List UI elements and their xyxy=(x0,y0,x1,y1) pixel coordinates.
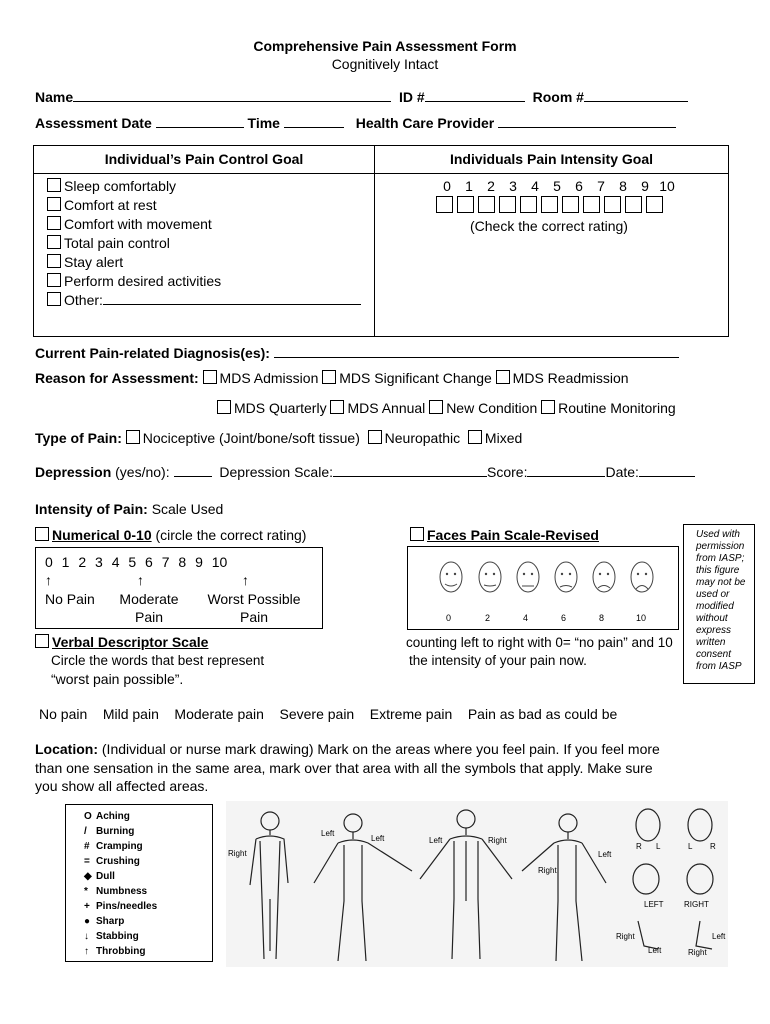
goal-item[interactable]: Comfort with movement xyxy=(47,215,361,234)
svg-text:RIGHT: RIGHT xyxy=(684,900,709,909)
svg-text:R: R xyxy=(636,842,642,851)
checkbox[interactable] xyxy=(330,400,344,414)
legend-item: ↑ Throbbing xyxy=(84,946,146,957)
checkbox[interactable] xyxy=(47,273,61,287)
arrow-up-icon: ↑ xyxy=(45,572,52,588)
checkbox[interactable] xyxy=(604,196,621,213)
diagnosis-row xyxy=(35,345,679,361)
provider-field[interactable] xyxy=(498,127,676,128)
checkbox[interactable] xyxy=(562,196,579,213)
score-field[interactable] xyxy=(527,476,605,477)
intensity-goal-checkboxes xyxy=(436,196,667,218)
checkbox[interactable] xyxy=(410,527,424,541)
goal-item[interactable]: Other: xyxy=(47,291,361,310)
other-field[interactable] xyxy=(103,304,361,305)
moderate-pain-label: Pain xyxy=(134,609,164,625)
svg-text:Left: Left xyxy=(712,932,726,941)
checkbox[interactable] xyxy=(322,370,336,384)
name-row xyxy=(35,89,688,105)
checkbox[interactable] xyxy=(47,216,61,230)
assessment-date-field[interactable] xyxy=(156,127,244,128)
checkbox[interactable] xyxy=(436,196,453,213)
svg-text:Left: Left xyxy=(598,850,612,859)
name-label: Name xyxy=(35,89,74,105)
svg-text:L: L xyxy=(656,842,661,851)
form-title: Comprehensive Pain Assessment Form xyxy=(253,38,517,54)
svg-text:Left: Left xyxy=(371,834,385,843)
arrow-up-icon: ↑ xyxy=(137,572,144,588)
svg-text:Right: Right xyxy=(228,849,247,858)
date-field[interactable] xyxy=(639,476,695,477)
checkbox[interactable] xyxy=(468,430,482,444)
checkbox[interactable] xyxy=(625,196,642,213)
checkbox[interactable] xyxy=(496,370,510,384)
checkbox[interactable] xyxy=(541,400,555,414)
legend-item: O Aching xyxy=(84,811,130,822)
location-line-2: than one sensation in the same area, mark over that area with all the symbols that apply. Make sure xyxy=(35,760,653,776)
checkbox[interactable] xyxy=(126,430,140,444)
intensity-goal-note: (Check the correct rating) xyxy=(470,218,628,234)
location-line-3: you show all affected areas. xyxy=(35,778,209,794)
verbal-option[interactable]: Pain as bad as could be xyxy=(467,706,618,722)
room-field[interactable] xyxy=(584,101,688,102)
legend-item: = Crushing xyxy=(84,856,140,867)
id-label: ID # xyxy=(399,89,425,105)
checkbox[interactable] xyxy=(203,370,217,384)
legend-item: # Cramping xyxy=(84,841,143,852)
svg-text:LEFT: LEFT xyxy=(644,900,664,909)
id-field[interactable] xyxy=(425,101,525,102)
depression-field[interactable] xyxy=(174,476,212,477)
checkbox[interactable] xyxy=(429,400,443,414)
svg-text:Left: Left xyxy=(321,829,335,838)
checkbox[interactable] xyxy=(368,430,382,444)
checkbox[interactable] xyxy=(217,400,231,414)
body-diagram[interactable] xyxy=(226,801,728,967)
numerical-numbers[interactable]: 0 1 2 3 4 5 6 7 8 9 10 xyxy=(45,554,228,570)
checkbox[interactable] xyxy=(47,235,61,249)
checkbox[interactable] xyxy=(35,527,49,541)
assessment-date-label: Assessment Date xyxy=(35,115,152,131)
location-line-1: Location: (Individual or nurse mark drawing) Mark on the areas where you feel pain. If you feel more xyxy=(35,741,660,757)
permission-note: Used with permission from IASP; this figure may not be used or modified without express written consent from IASP xyxy=(683,524,755,684)
depression-scale-field[interactable] xyxy=(333,476,487,477)
checkbox[interactable] xyxy=(47,178,61,192)
checkbox[interactable] xyxy=(47,292,61,306)
reason-row-1: Reason for Assessment: MDS Admission MDS Significant Change MDS Readmission xyxy=(35,370,629,386)
svg-text:Left: Left xyxy=(429,836,443,845)
verbal-option[interactable]: Extreme pain xyxy=(369,706,453,722)
svg-text:L: L xyxy=(688,842,693,851)
legend-item: ◆ Dull xyxy=(84,871,115,882)
verbal-line-1: Circle the words that best represent xyxy=(51,653,265,668)
diagnosis-label: Current Pain-related Diagnosis(es): xyxy=(35,345,270,361)
goal-item[interactable]: Comfort at rest xyxy=(47,196,361,215)
intensity-row: Intensity of Pain: Scale Used xyxy=(35,501,224,517)
checkbox[interactable] xyxy=(478,196,495,213)
worst-pain-label: Pain xyxy=(239,609,269,625)
body-diagram-drawing xyxy=(226,801,728,967)
verbal-scale-title: Verbal Descriptor Scale xyxy=(35,634,208,650)
intensity-goal-numbers: 0 1 2 3 4 5 6 7 8 9 10 xyxy=(443,178,675,194)
diagnosis-field[interactable] xyxy=(274,357,679,358)
pain-symbol-legend xyxy=(65,804,213,962)
verbal-option[interactable]: No pain xyxy=(39,706,88,722)
goal-item[interactable]: Sleep comfortably xyxy=(47,177,361,196)
name-field[interactable] xyxy=(73,101,391,102)
goal-item[interactable]: Total pain control xyxy=(47,234,361,253)
legend-item: ↓ Stabbing xyxy=(84,931,139,942)
svg-text:Right: Right xyxy=(538,866,557,875)
verbal-option[interactable]: Mild pain xyxy=(102,706,159,722)
goal-item[interactable]: Perform desired activities xyxy=(47,272,361,291)
reason-label: Reason for Assessment: xyxy=(35,370,199,386)
svg-text:Left: Left xyxy=(648,946,662,955)
checkbox[interactable] xyxy=(47,254,61,268)
faces-note-1: counting left to right with 0= “no pain” and 10 xyxy=(406,635,673,650)
checkbox[interactable] xyxy=(520,196,537,213)
svg-text:Right: Right xyxy=(688,948,707,957)
legend-item: / Burning xyxy=(84,826,135,837)
goal-table xyxy=(33,145,729,337)
reason-row-2: MDS Quarterly MDS Annual New Condition Routine Monitoring xyxy=(217,400,676,416)
checkbox[interactable] xyxy=(646,196,663,213)
numerical-scale xyxy=(35,547,323,629)
goal-list xyxy=(47,177,361,310)
svg-text:Right: Right xyxy=(616,932,635,941)
verbal-words xyxy=(39,706,617,722)
verbal-option[interactable]: Severe pain xyxy=(279,706,355,722)
type-of-pain-row: Type of Pain: Nociceptive (Joint/bone/soft tissue) Neuropathic Mixed xyxy=(35,430,523,446)
provider-label: Health Care Provider xyxy=(355,115,495,131)
time-field[interactable] xyxy=(284,127,344,128)
svg-text:R: R xyxy=(710,842,716,851)
goal-header: Individual’s Pain Control Goal xyxy=(34,146,374,174)
moderate-label: Moderate xyxy=(119,591,179,607)
time-label: Time xyxy=(247,115,280,131)
legend-item: ● Sharp xyxy=(84,916,125,927)
checkbox[interactable] xyxy=(457,196,474,213)
intensity-goal-header: Individuals Pain Intensity Goal xyxy=(375,146,728,174)
room-label: Room # xyxy=(532,89,584,105)
checkbox[interactable] xyxy=(499,196,516,213)
no-pain-label: No Pain xyxy=(45,591,95,607)
svg-text:Right: Right xyxy=(488,836,507,845)
checkbox[interactable] xyxy=(47,197,61,211)
checkbox[interactable] xyxy=(583,196,600,213)
assessment-row xyxy=(35,115,676,131)
legend-item: * Numbness xyxy=(84,886,148,897)
legend-item: + Pins/needles xyxy=(84,901,158,912)
numerical-scale-title: Numerical 0-10 (circle the correct rating) xyxy=(35,527,306,543)
goal-item[interactable]: Stay alert xyxy=(47,253,361,272)
arrow-up-icon: ↑ xyxy=(242,572,249,588)
verbal-option[interactable]: Moderate pain xyxy=(174,706,264,722)
form-subtitle: Cognitively Intact xyxy=(331,56,439,72)
worst-label: Worst Possible xyxy=(207,591,301,607)
verbal-line-2: “worst pain possible”. xyxy=(51,671,184,687)
depression-row: Depression (yes/no): Depression Scale: Score: Date: xyxy=(35,464,695,480)
type-of-pain-label: Type of Pain: xyxy=(35,430,122,446)
faces-scale: 0 2 4 6 8 10 xyxy=(407,546,679,630)
checkbox[interactable] xyxy=(541,196,558,213)
faces-note-2: the intensity of your pain now. xyxy=(409,653,587,668)
checkbox[interactable] xyxy=(35,634,49,648)
faces-scale-title: Faces Pain Scale-Revised xyxy=(410,527,599,543)
